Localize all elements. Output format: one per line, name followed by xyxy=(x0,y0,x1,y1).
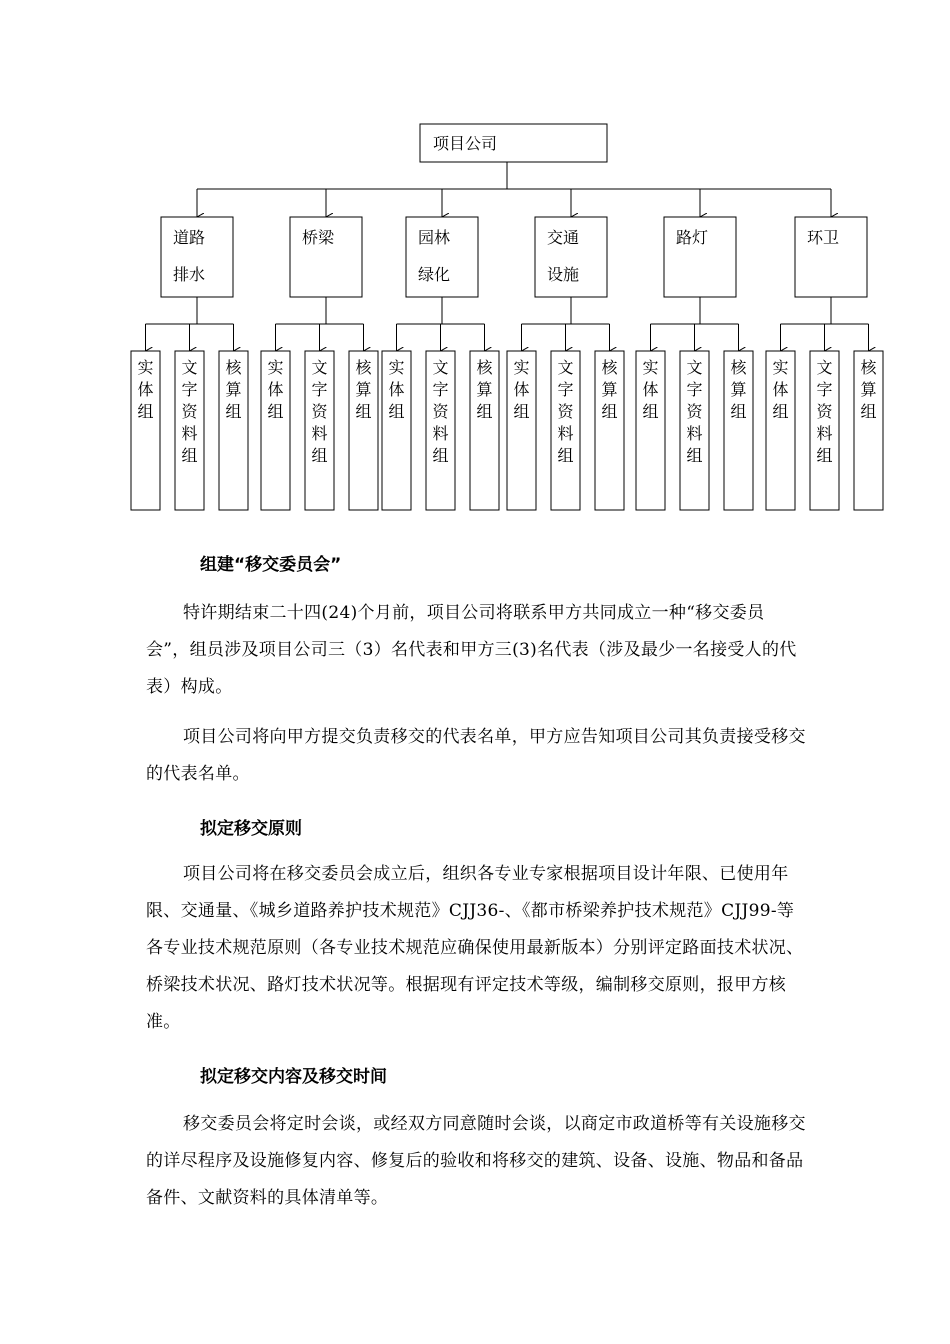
org-department-label: 绿化 xyxy=(418,265,451,284)
org-group-label-char: 算 xyxy=(355,380,372,399)
org-group-label-char: 文 xyxy=(816,358,833,377)
org-group-label-char: 组 xyxy=(642,402,659,421)
org-group-label-char: 料 xyxy=(311,424,328,443)
org-group-label-char: 料 xyxy=(557,424,574,443)
org-group-label-char: 算 xyxy=(601,380,618,399)
org-root-box xyxy=(420,124,607,162)
org-group-label-char: 字 xyxy=(816,380,833,399)
org-group-label-char: 文 xyxy=(432,358,449,377)
org-group-box xyxy=(426,351,455,510)
org-group-label-char: 字 xyxy=(686,380,703,399)
org-department-label: 桥梁 xyxy=(302,228,335,247)
org-department-box xyxy=(795,217,867,297)
section-heading-committee: 组建“移交委员会” xyxy=(200,555,342,575)
org-group-label-char: 料 xyxy=(432,424,449,443)
org-group-label-char: 组 xyxy=(730,402,747,421)
section-heading-content-time: 拟定移交内容及移交时间 xyxy=(200,1067,387,1087)
org-group-label-char: 字 xyxy=(181,380,198,399)
org-group-label-char: 组 xyxy=(225,402,242,421)
org-group-label-char: 料 xyxy=(686,424,703,443)
section-heading-principles: 拟定移交原则 xyxy=(200,819,302,839)
org-group-label-char: 资 xyxy=(181,402,198,421)
org-group-label-char: 实 xyxy=(513,358,530,377)
org-group-label-char: 文 xyxy=(686,358,703,377)
org-group-label-char: 组 xyxy=(432,446,449,465)
org-group-label-char: 体 xyxy=(388,380,405,399)
org-group-box xyxy=(854,351,883,510)
org-group-label-char: 资 xyxy=(816,402,833,421)
org-group-label-char: 实 xyxy=(388,358,405,377)
org-group-label-char: 文 xyxy=(311,358,328,377)
org-group-label-char: 组 xyxy=(137,402,154,421)
org-group-label-char: 实 xyxy=(137,358,154,377)
org-department-box xyxy=(406,217,478,297)
org-department-label: 道路 xyxy=(173,228,206,247)
org-group-label-char: 体 xyxy=(137,380,154,399)
org-group-label-char: 算 xyxy=(476,380,493,399)
org-group-box xyxy=(470,351,499,510)
org-group-label-char: 组 xyxy=(772,402,789,421)
org-group-label-char: 核 xyxy=(860,358,877,377)
org-group-label-char: 实 xyxy=(642,358,659,377)
org-group-label-char: 核 xyxy=(601,358,618,377)
org-group-label-char: 字 xyxy=(557,380,574,399)
org-department-label: 排水 xyxy=(173,265,206,284)
org-group-label-char: 料 xyxy=(816,424,833,443)
org-group-box xyxy=(507,351,536,510)
org-group-box xyxy=(305,351,334,510)
org-group-label-char: 算 xyxy=(225,380,242,399)
org-group-label-char: 组 xyxy=(557,446,574,465)
svg-text:项目公司: 项目公司 xyxy=(433,134,498,153)
org-group-label-char: 算 xyxy=(860,380,877,399)
org-group-label-char: 文 xyxy=(181,358,198,377)
org-group-label-char: 资 xyxy=(686,402,703,421)
org-group-label-char: 组 xyxy=(513,402,530,421)
org-department-box xyxy=(161,217,233,297)
org-group-label-char: 组 xyxy=(181,446,198,465)
org-chart xyxy=(0,0,950,530)
org-group-box xyxy=(219,351,248,510)
org-group-label-char: 组 xyxy=(860,402,877,421)
org-group-box xyxy=(766,351,795,510)
org-group-label-char: 体 xyxy=(267,380,284,399)
org-group-box xyxy=(175,351,204,510)
org-department-label: 交通 xyxy=(547,228,580,247)
org-group-label-char: 核 xyxy=(730,358,747,377)
org-department-label: 环卫 xyxy=(807,228,840,247)
org-group-box xyxy=(349,351,378,510)
org-group-label-char: 字 xyxy=(311,380,328,399)
org-department-box xyxy=(664,217,736,297)
org-group-label-char: 体 xyxy=(642,380,659,399)
org-group-label-char: 组 xyxy=(311,446,328,465)
org-group-label-char: 核 xyxy=(476,358,493,377)
paragraph: 移交委员会将定时会谈，或经双方同意随时会谈，以商定市政道桥等有关设施移交的详尽程序及设施修复内容、修复后的验收和将移交的建筑、设备、设施、物品和备品备件、文献资料的具体清单等。 xyxy=(146,1114,806,1208)
org-group-box xyxy=(261,351,290,510)
org-group-label-char: 体 xyxy=(513,380,530,399)
org-group-box xyxy=(551,351,580,510)
org-group-label-char: 资 xyxy=(432,402,449,421)
org-group-label-char: 算 xyxy=(730,380,747,399)
org-group-label-char: 资 xyxy=(557,402,574,421)
org-department-box xyxy=(535,217,607,297)
org-group-label-char: 组 xyxy=(355,402,372,421)
org-group-label-char: 组 xyxy=(267,402,284,421)
org-group-label-char: 实 xyxy=(772,358,789,377)
org-group-box xyxy=(595,351,624,510)
org-group-box xyxy=(724,351,753,510)
org-department-box xyxy=(290,217,362,297)
org-group-label-char: 组 xyxy=(686,446,703,465)
org-group-label-char: 组 xyxy=(816,446,833,465)
org-group-box xyxy=(680,351,709,510)
org-department-label: 园林 xyxy=(418,228,451,247)
paragraph: 项目公司将向甲方提交负责移交的代表名单，甲方应告知项目公司其负责接受移交的代表名单。 xyxy=(146,727,806,784)
org-group-label-char: 核 xyxy=(355,358,372,377)
org-department-label: 路灯 xyxy=(676,228,709,247)
org-group-label-char: 字 xyxy=(432,380,449,399)
org-group-label-char: 料 xyxy=(181,424,198,443)
org-group-label-char: 组 xyxy=(601,402,618,421)
org-group-label-char: 资 xyxy=(311,402,328,421)
org-group-label-char: 组 xyxy=(476,402,493,421)
org-group-box xyxy=(382,351,411,510)
org-department-label: 设施 xyxy=(547,265,580,284)
org-group-label-char: 文 xyxy=(557,358,574,377)
paragraph: 项目公司将在移交委员会成立后，组织各专业专家根据项目设计年限、已使用年限、交通量、《城乡道路养护技术规范》CJJ36-、《都市桥梁养护技术规范》CJJ99-等各专业技术规范原则（各专业技术规范应确保使用最新版本）分别评定路面技术状况、桥梁技术状况、路灯技术状况等。根据现有评定技术等级，编制移交原则，报甲方核准。 xyxy=(146,864,804,1032)
org-group-box xyxy=(131,351,160,510)
org-group-label-char: 组 xyxy=(388,402,405,421)
org-group-label-char: 核 xyxy=(225,358,242,377)
paragraph: 特许期结束二十四(24)个月前，项目公司将联系甲方共同成立一种“移交委员会”，组员涉及项目公司三（3）名代表和甲方三(3)名代表（涉及最少一名接受人的代表）构成。 xyxy=(146,603,797,697)
org-group-label-char: 实 xyxy=(267,358,284,377)
org-group-box xyxy=(636,351,665,510)
org-group-box xyxy=(810,351,839,510)
org-group-label-char: 体 xyxy=(772,380,789,399)
